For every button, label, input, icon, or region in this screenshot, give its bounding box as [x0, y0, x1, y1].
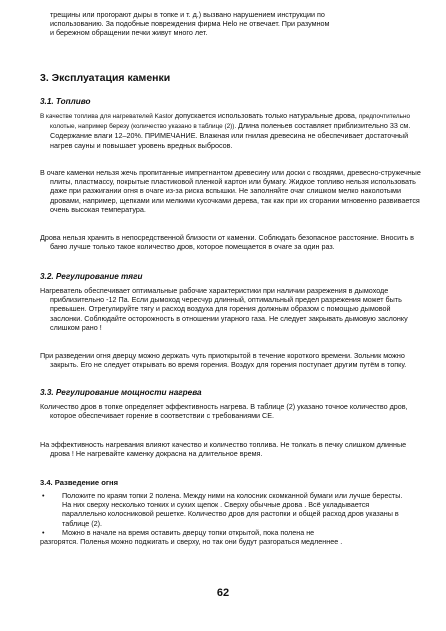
intro-line-1: трещины или прогорают дыры в топке и т. д.) вызвано нарушением инструкции по	[50, 10, 325, 19]
list-item	[40, 528, 412, 537]
bullet-icon: •	[42, 491, 45, 500]
fuel-paragraph-3: Дрова нельзя хранить в непосредственной близости от каменки. Соблюдать безопасное расстояние. Вносить в баню лучше только такое количество дров, которое помещается в очаге за один раз.	[40, 233, 414, 252]
power-paragraph-2: На эффективность нагревания влияют качество и количество топлива. Не толкать в печку слишком длинные дрова ! Не нагревайте каменку докрасна на длительное время.	[40, 440, 407, 459]
fuel-paragraph-2: В очаге каменки нельзя жечь пропитанные импрегнантом древесину или доски с гвоздями, древесно-стружечные плиты, пластмассу, покрытые пластиковой пленкой картон или бумагу. Жидкое топливо нельзя использовать даже при разжигании огня в очаге из-за риска вспышки. Не заполняйте очаг слишком мелко наколотыми дровами, например, щепками или мелкими кусочками дерева, так как при их сгорании мгновенно развивается очень высокая температура.	[40, 168, 421, 214]
list-item-text: Можно в начале на время оставить дверцу топки открытой, пока полена не	[62, 527, 315, 537]
intro-paragraph	[40, 10, 422, 38]
fuel-text-rest: Длина поленьев составляет приблизительно 33 см. Содержание влаги 12–20%. ПРИМЕЧАНИЕ. Влажная или гнилая древесина не обеспечивает достаточный нагрев сауны и повышает уровень вредных выбросов.	[50, 121, 411, 150]
list-item	[40, 491, 412, 528]
draft-paragraph-2: При разведении огня дверцу можно держать чуть приоткрытой в течение короткого времени. Зольник можно закрыть. Его не следует открывать во время горения. Воздух для горения поступает другим путём в топку.	[40, 351, 407, 370]
section-3-heading: 3. Эксплуатация каменки	[40, 72, 171, 84]
fire-list	[40, 491, 412, 537]
power-heading: 3.3. Регулирование мощности нагрева	[40, 388, 202, 397]
fire-continuation: разгорятся. Поленья можно поджигать и сверху, но так они будут разгораться медленнее .	[40, 537, 343, 546]
intro-line-3: и бережном обращении печки живут много лет.	[50, 28, 208, 38]
fuel-text-small: В качестве топлива для нагревателей Kastor	[40, 113, 175, 120]
fuel-paragraph-1	[40, 111, 422, 150]
intro-line-2: использованию. За подобные повреждения фирма Helo не отвечает. При разумном	[50, 19, 330, 29]
bullet-icon: •	[42, 527, 45, 537]
draft-paragraph-1: Нагреватель обеспечивает оптимальные рабочие характеристики при наличии разрежения в дымоходе приблизительно -12 Па. Если дымоход чересчур длинный, оптимальный предел разрежения может быть превышен. Отрегулируйте тягу и расход воздуха для горения должным образом с помощью дымовой заслонки. Соблюдайте осторожность в отношении угарного газа. Не следует закрывать дымовую заслонку слишком рано !	[40, 286, 408, 332]
fire-heading: 3.4. Разведение огня	[40, 478, 119, 487]
list-item-text: Положите по краям топки 2 полена. Между ними на колосник скомканной бумаги или лучше бересты. На них сверху несколько тонких и сухих щепок . Сверху обычные дрова . Всё укладывается параллельно колосниковой решетке. Количество дров для растопки и общей расход дров указаны в таблице (2).	[62, 491, 403, 528]
fuel-text-small-2: предпочтительно колотые, например березу (количество указано в таблице (2)).	[50, 113, 411, 131]
fuel-heading: 3.1. Топливо	[40, 97, 91, 106]
draft-heading: 3.2. Регулирование тяги	[40, 272, 143, 281]
page-number: 62	[216, 587, 230, 599]
power-paragraph-1: Количество дров в топке определяет эффективность нагрева. В таблице (2) указано точное количество дров, которое обеспечивает горение в соответствии с требованиями СЕ.	[40, 402, 408, 421]
fuel-text-main: допускается использовать только натуральные дрова,	[174, 111, 359, 120]
